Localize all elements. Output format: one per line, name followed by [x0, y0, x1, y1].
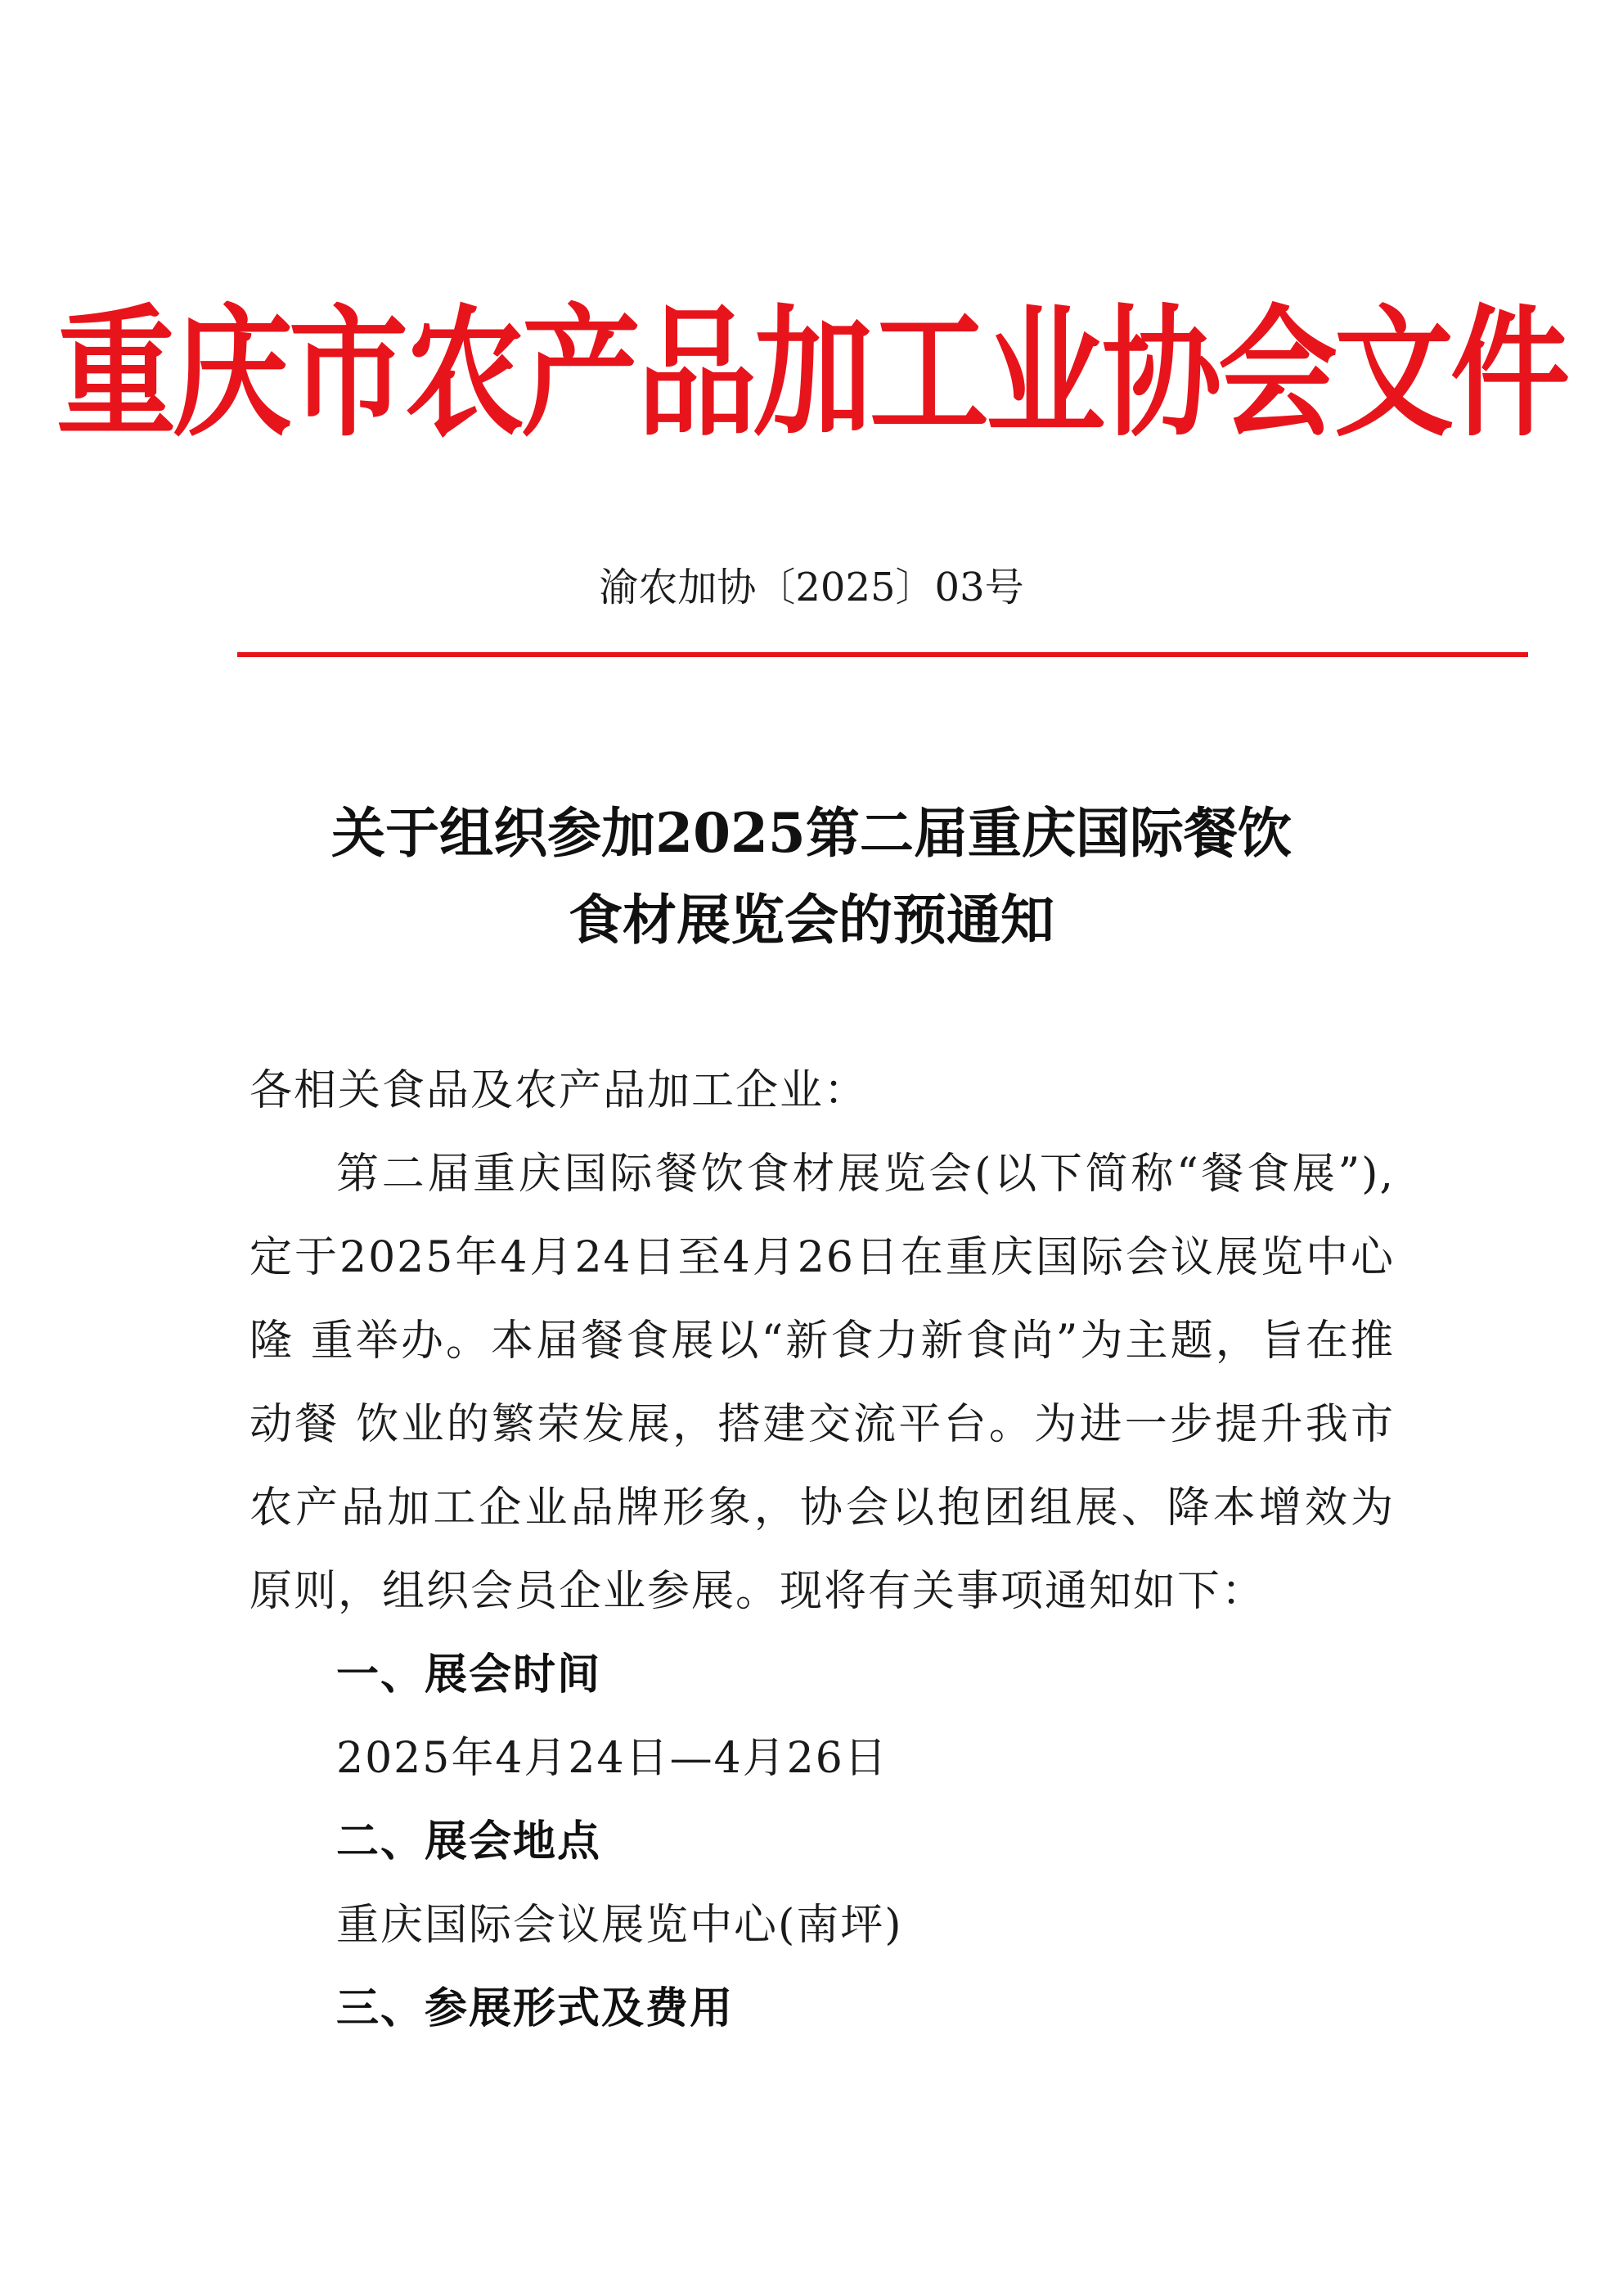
intro-paragraph: 第二届重庆国际餐饮食材展览会(以下简称“餐食展”),定于2025年4月24日至4月26日在重庆国际会议展览中心隆 重举办。本届餐食展以“新食力新食尚”为主题，旨在推动餐 饮业的繁荣发展，搭建交流平台。为进一步提升我市农产品加工企业品牌形象，协会以抱团组展、降本增效为原则，组织会员企业参展。现将有关事项通知如下： — [250, 1150, 1395, 1616]
section-content-location: 重庆国际会议展览中心(南坪) — [336, 1901, 903, 1950]
red-divider-line — [237, 652, 1528, 657]
section-heading-time: 一、展会时间 — [336, 1650, 602, 1699]
notice-title-line-2: 食材展览会的预通知 — [569, 888, 1054, 952]
document-number: 渝农加协〔2025〕03号 — [599, 565, 1024, 610]
masthead-title: 重庆市农产品加工业协会文件 — [56, 290, 1567, 457]
section-content-time: 2025年4月24日—4月26日 — [336, 1734, 888, 1783]
notice-body — [250, 1049, 1395, 2051]
salutation: 各相关食品及农产品加工企业： — [250, 1066, 869, 1115]
notice-title — [0, 790, 1623, 963]
section-heading-fees: 三、参展形式及费用 — [336, 1984, 735, 2033]
section-heading-location: 二、展会地点 — [336, 1817, 602, 1866]
notice-title-line-1: 关于组织参加2025第二届重庆国际餐饮 — [331, 801, 1292, 865]
